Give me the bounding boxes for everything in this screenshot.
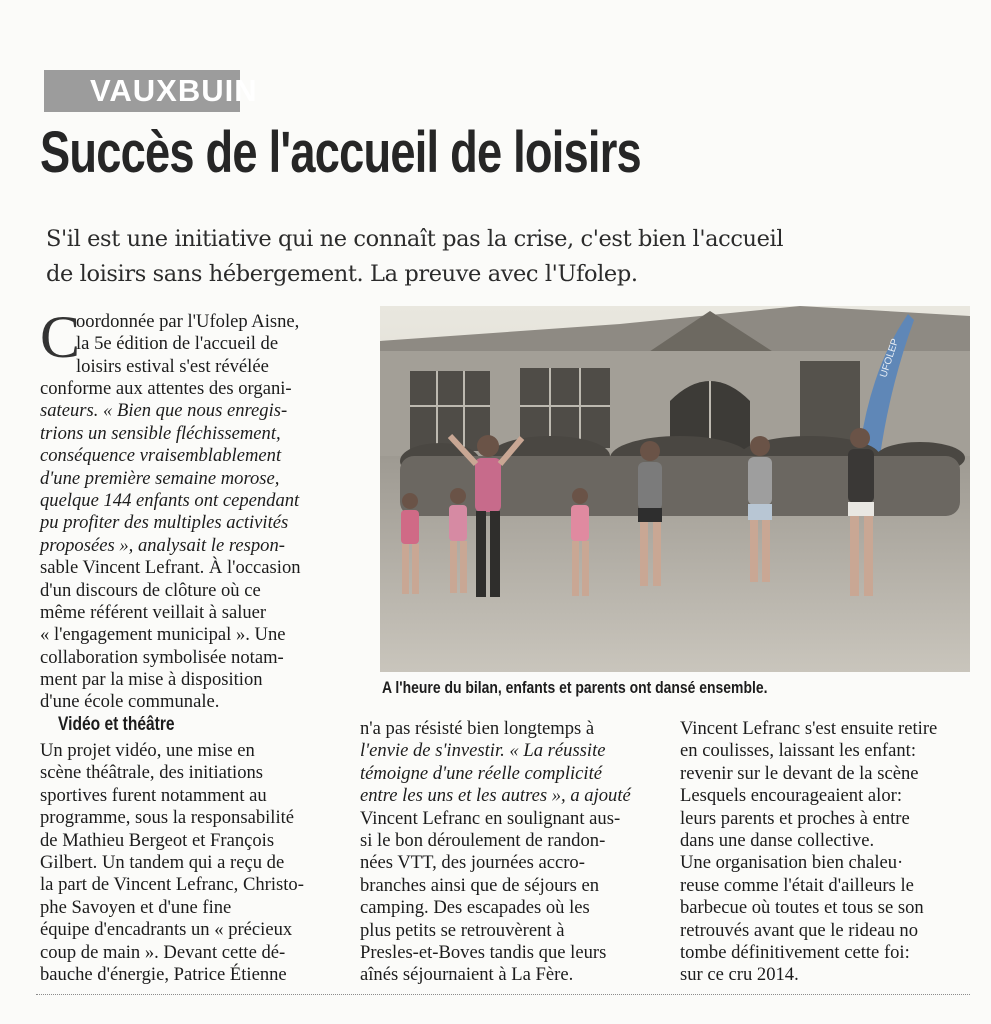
- text-line: Presles-et-Boves tandis que leurs: [360, 941, 607, 963]
- column-1-body: [40, 378, 330, 714]
- text-line: d'une première semaine morose,: [40, 467, 280, 489]
- text-line: Gilbert. Un tandem qui a reçu de: [40, 851, 285, 873]
- text-line: oordonnée par l'Ufolep Aisne,: [76, 311, 300, 332]
- chapo-line: S'il est une initiative qui ne connaît pas la crise, c'est bien l'accueil: [46, 226, 784, 252]
- text-line: en coulisses, laissant les enfant:: [680, 740, 916, 762]
- text-line: ment par la mise à disposition: [40, 669, 263, 691]
- text-line: même référent veillait à saluer: [40, 601, 267, 623]
- text-line: nées VTT, des journées accro-: [360, 852, 585, 874]
- subheading: Vidéo et théâtre: [58, 714, 175, 735]
- text-line: dans une danse collective.: [680, 829, 875, 851]
- text-line: sateurs. « Bien que nous enregis-: [40, 400, 288, 422]
- text-line: sportives furent notamment au: [40, 784, 267, 806]
- chapo-line: de loisirs sans hébergement. La preuve avec l'Ufolep.: [46, 261, 638, 287]
- text-line: Un projet vidéo, une mise en: [40, 740, 255, 761]
- text-line: équipe d'encadrants un « précieux: [40, 919, 293, 941]
- text-line: l'envie de s'investir. « La réussite: [360, 740, 606, 762]
- text-line: barbecue où toutes et tous se son: [680, 897, 924, 919]
- chapo: [46, 222, 926, 292]
- text-line: quelque 144 enfants ont cependant: [40, 489, 300, 511]
- text-line: loisirs estival s'est révélée: [76, 355, 269, 377]
- text-line: témoigne d'une réelle complicité: [360, 762, 602, 784]
- section-tag: VAUXBUIN: [44, 70, 240, 112]
- text-line: d'un discours de clôture où ce: [40, 579, 261, 601]
- text-line: conforme aux attentes des organi-: [40, 378, 292, 399]
- column-2: [360, 718, 650, 987]
- text-line: la part de Vincent Lefranc, Christo-: [40, 874, 304, 896]
- text-line: programme, sous la responsabilité: [40, 807, 295, 829]
- text-line: n'a pas résisté bien longtemps à: [360, 718, 595, 739]
- text-line: aînés séjournaient à La Fère.: [360, 964, 574, 986]
- text-line: collaboration symbolisée notam-: [40, 646, 284, 668]
- text-line: scène théâtrale, des initiations: [40, 762, 264, 784]
- text-line: tombe définitivement cette foi:: [680, 941, 910, 963]
- drop-cap: C: [40, 304, 81, 370]
- text-line: bauche d'énergie, Patrice Étienne: [40, 963, 287, 985]
- text-line: coup de main ». Devant cette dé-: [40, 941, 286, 963]
- photo-illustration: [380, 306, 970, 672]
- text-line: trions un sensible fléchissement,: [40, 422, 281, 444]
- text-line: branches ainsi que de séjours en: [360, 874, 600, 896]
- text-line: sur ce cru 2014.: [680, 964, 799, 986]
- text-line: Vincent Lefranc s'est ensuite retire: [680, 718, 938, 739]
- banner-text: UFOLEP: [878, 337, 902, 379]
- column-3: [680, 718, 970, 987]
- text-line: de Mathieu Bergeot et François: [40, 829, 275, 851]
- text-line: Lesquels encourageaient alor:: [680, 785, 902, 807]
- text-line: camping. Des escapades où les: [360, 897, 590, 919]
- text-line: reuse comme l'était d'ailleurs le: [680, 874, 914, 896]
- column-1-intro: [76, 311, 328, 378]
- text-line: phe Savoyen et d'une fine: [40, 896, 232, 918]
- text-line: leurs parents et proches à entre: [680, 807, 910, 829]
- text-line: retrouvés avant que le rideau no: [680, 919, 919, 941]
- column-1-continued: [40, 740, 330, 986]
- bottom-rule: [36, 994, 970, 995]
- text-line: si le bon déroulement de randon-: [360, 829, 606, 851]
- text-line: pu profiter des multiples activités: [40, 512, 289, 534]
- text-line: proposées », analysait le respon-: [40, 534, 285, 556]
- event-photo: [380, 306, 970, 672]
- text-line: Une organisation bien chaleu·: [680, 852, 904, 874]
- text-line: entre les uns et les autres », a ajouté: [360, 785, 631, 807]
- text-line: sable Vincent Lefrant. À l'occasion: [40, 557, 301, 579]
- text-line: plus petits se retrouvèrent à: [360, 919, 565, 941]
- text-line: « l'engagement municipal ». Une: [40, 624, 286, 646]
- text-line: revenir sur le devant de la scène: [680, 762, 919, 784]
- text-line: d'une école communale.: [40, 691, 220, 713]
- photo-caption: A l'heure du bilan, enfants et parents ont dansé ensemble.: [382, 678, 768, 697]
- text-line: Vincent Lefranc en soulignant aus-: [360, 807, 621, 829]
- text-line: la 5e édition de l'accueil de: [76, 333, 279, 355]
- headline: Succès de l'accueil de loisirs: [40, 120, 641, 185]
- text-line: conséquence vraisemblablement: [40, 445, 282, 467]
